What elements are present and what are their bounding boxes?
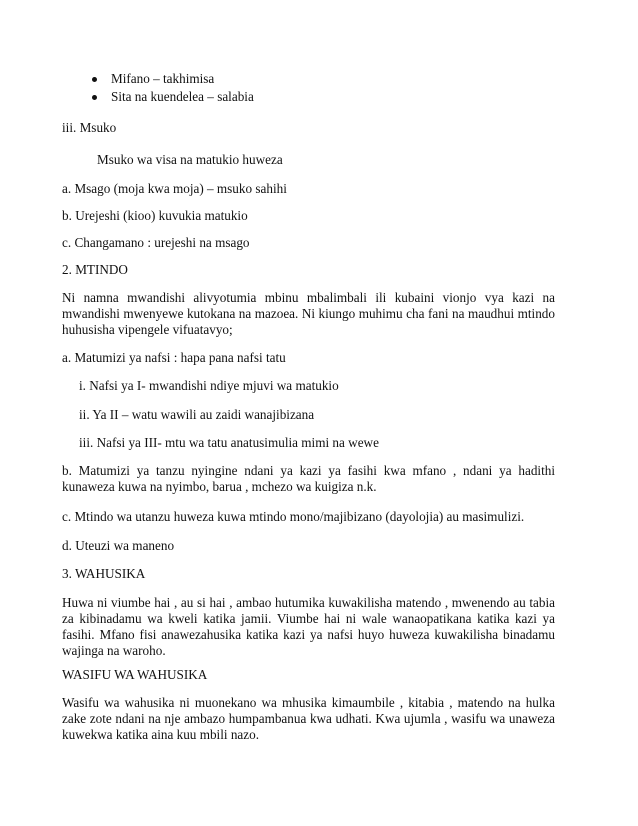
sub-list-item: i. Nafsi ya I- mwandishi ndiye mjuvi wa matukio xyxy=(79,378,339,393)
sub-heading: WASIFU WA WAHUSIKA xyxy=(62,667,208,682)
section-heading: iii. Msuko xyxy=(62,120,117,135)
section-heading: 3. WAHUSIKA xyxy=(62,566,146,581)
paragraph: Ni namna mwandishi alivyotumia mbinu mbalimbali ili kubaini vionjo vya kazi na mwandishi mwenyewe kutokana na mazoea. Ni kiungo muhimu cha fani na maudhui mtindo huhusisha vipengele vifuatavyo; xyxy=(62,290,555,337)
bullet-item: Sita na kuendelea – salabia xyxy=(111,89,254,104)
paragraph: b. Matumizi ya tanzu nyingine ndani ya kazi ya fasihi kwa mfano , ndani ya hadithi kunaweza kuwa na nyimbo, barua , mchezo wa kuigiza n.k. xyxy=(62,463,555,494)
section-heading: 2. MTINDO xyxy=(62,262,128,277)
paragraph: Huwa ni viumbe hai , au si hai , ambao hutumika kuwakilisha matendo , mwenendo au tabia za kibinadamu wa kweli katika jamii. Viumbe hai ni wale wanaopatikana katika kazi ya fasihi. Mfano fisi anawezahusika katika kazi ya nafsi huyo huweza kuwakilisha binadamu wajinga na waroho. xyxy=(62,595,555,658)
list-item: b. Urejeshi (kioo) kuvukia matukio xyxy=(62,208,248,223)
list-item: a. Msago (moja kwa moja) – msuko sahihi xyxy=(62,181,287,196)
bullet-icon xyxy=(92,77,97,82)
sub-list-item: iii. Nafsi ya III- mtu wa tatu anatusimulia mimi na wewe xyxy=(79,435,379,450)
paragraph: Wasifu wa wahusika ni muonekano wa mhusika kimaumbile , kitabia , matendo na hulka zake zote ndani na nje ambazo humpambanua kwa udhati. Kwa ujumla , wasifu wa unaweza kuwekwa katika aina kuu mbili nazo. xyxy=(62,695,555,742)
list-item: a. Matumizi ya nafsi : hapa pana nafsi tatu xyxy=(62,350,286,365)
section-intro: Msuko wa visa na matukio huweza xyxy=(97,152,283,167)
bullet-icon xyxy=(92,95,97,100)
list-item: c. Changamano : urejeshi na msago xyxy=(62,235,250,250)
bullet-item: Mifano – takhimisa xyxy=(111,71,215,86)
list-item: d. Uteuzi wa maneno xyxy=(62,538,175,553)
sub-list-item: ii. Ya II – watu wawili au zaidi wanajibizana xyxy=(79,407,315,422)
list-item: c. Mtindo wa utanzu huweza kuwa mtindo mono/majibizano (dayolojia) au masimulizi. xyxy=(62,509,525,524)
